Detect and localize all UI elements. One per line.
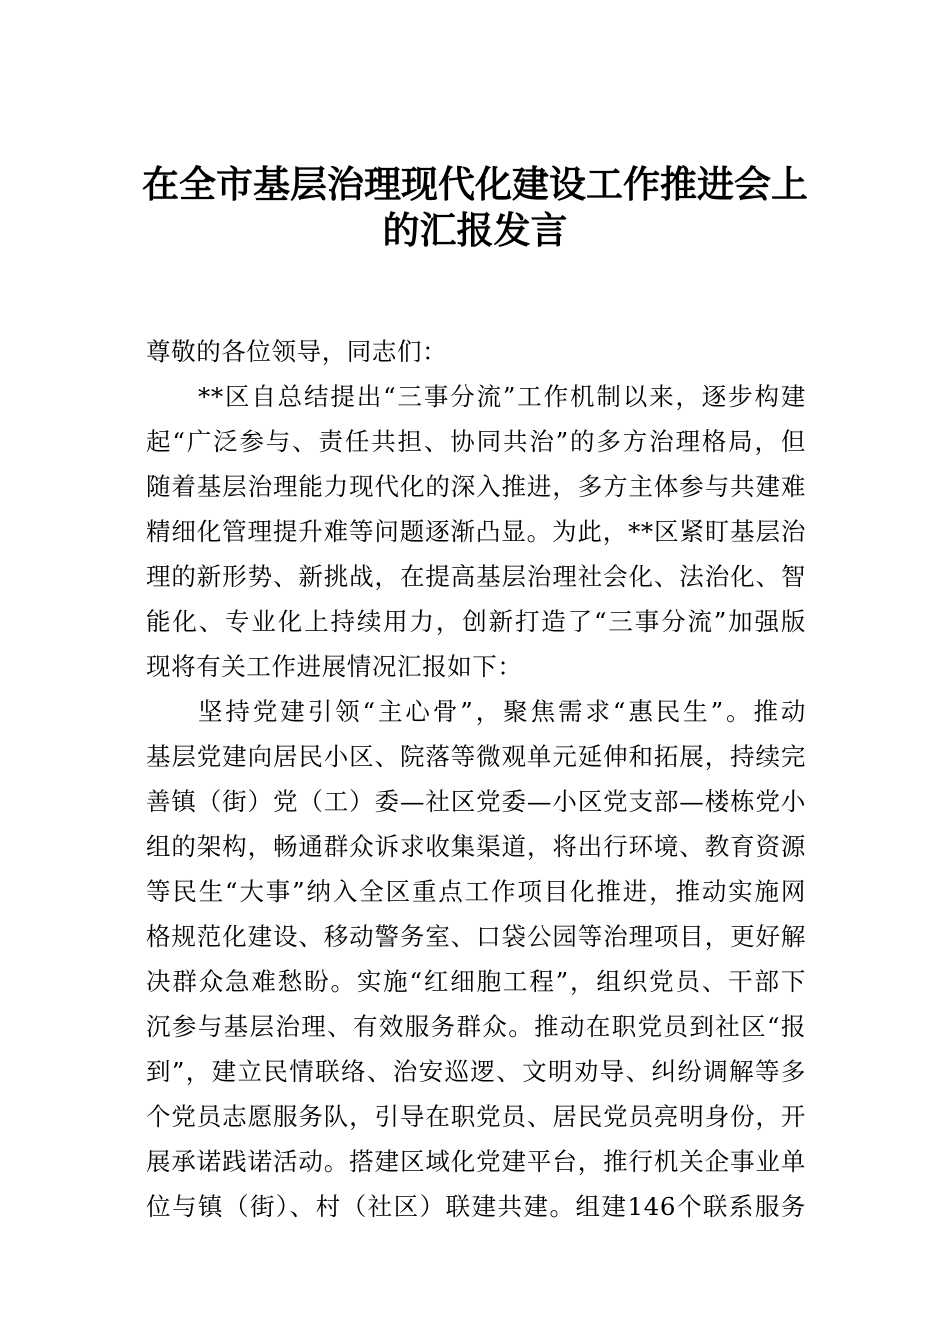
paragraph-1-line-5: 理的新形势、新挑战，在提高基层治理社会化、法治化、智 (146, 562, 806, 591)
paragraph-2-line-8: 沉参与基层治理、有效服务群众。推动在职党员到社区“报 (146, 1012, 806, 1041)
paragraph-2-line-4: 组的架构，畅通群众诉求收集渠道，将出行环境、教育资源 (146, 832, 806, 861)
paragraph-1-line-2: 起“广泛参与、责任共担、协同共治”的多方治理格局，但 (146, 427, 806, 456)
paragraph-1-line-4: 精细化管理提升难等问题逐渐凸显。为此，**区紧盯基层治 (146, 517, 806, 546)
paragraph-1-line-3: 随着基层治理能力现代化的深入推进，多方主体参与共建难 (146, 472, 806, 501)
paragraph-2-line-3: 善镇（街）党（工）委—社区党委—小区党支部—楼栋党小 (146, 787, 806, 816)
paragraph-1-line-6: 能化、专业化上持续用力，创新打造了“三事分流”加强版 (146, 607, 806, 636)
paragraph-2-line-6: 格规范化建设、移动警务室、口袋公园等治理项目，更好解 (146, 922, 806, 951)
paragraph-2-line-9: 到”，建立民情联络、治安巡逻、文明劝导、纠纷调解等多 (146, 1057, 806, 1086)
paragraph-2-line-11: 展承诺践诺活动。搭建区域化党建平台，推行机关企事业单 (146, 1147, 806, 1176)
paragraph-2-line-10: 个党员志愿服务队，引导在职党员、居民党员亮明身份，开 (146, 1102, 806, 1131)
paragraph-2-line-1: 坚持党建引领“主心骨”，聚焦需求“惠民生”。推动 (198, 697, 806, 726)
greeting: 尊敬的各位领导，同志们： (146, 337, 448, 366)
paragraph-1-line-1: **区自总结提出“三事分流”工作机制以来，逐步构建 (198, 382, 806, 411)
paragraph-2-line-12: 位与镇（街）、村（社区）联建共建。组建146个联系服务 (146, 1192, 806, 1221)
document-title-line-2: 的汇报发言 (382, 208, 568, 252)
paragraph-2-line-5: 等民生“大事”纳入全区重点工作项目化推进，推动实施网 (146, 877, 806, 906)
paragraph-1-line-7: 现将有关工作进展情况汇报如下： (146, 652, 523, 681)
paragraph-2-line-2: 基层党建向居民小区、院落等微观单元延伸和拓展，持续完 (146, 742, 806, 771)
paragraph-2-line-7: 决群众急难愁盼。实施“红细胞工程”，组织党员、干部下 (146, 967, 806, 996)
document-title-line-1: 在全市基层治理现代化建设工作推进会上 (142, 162, 808, 206)
